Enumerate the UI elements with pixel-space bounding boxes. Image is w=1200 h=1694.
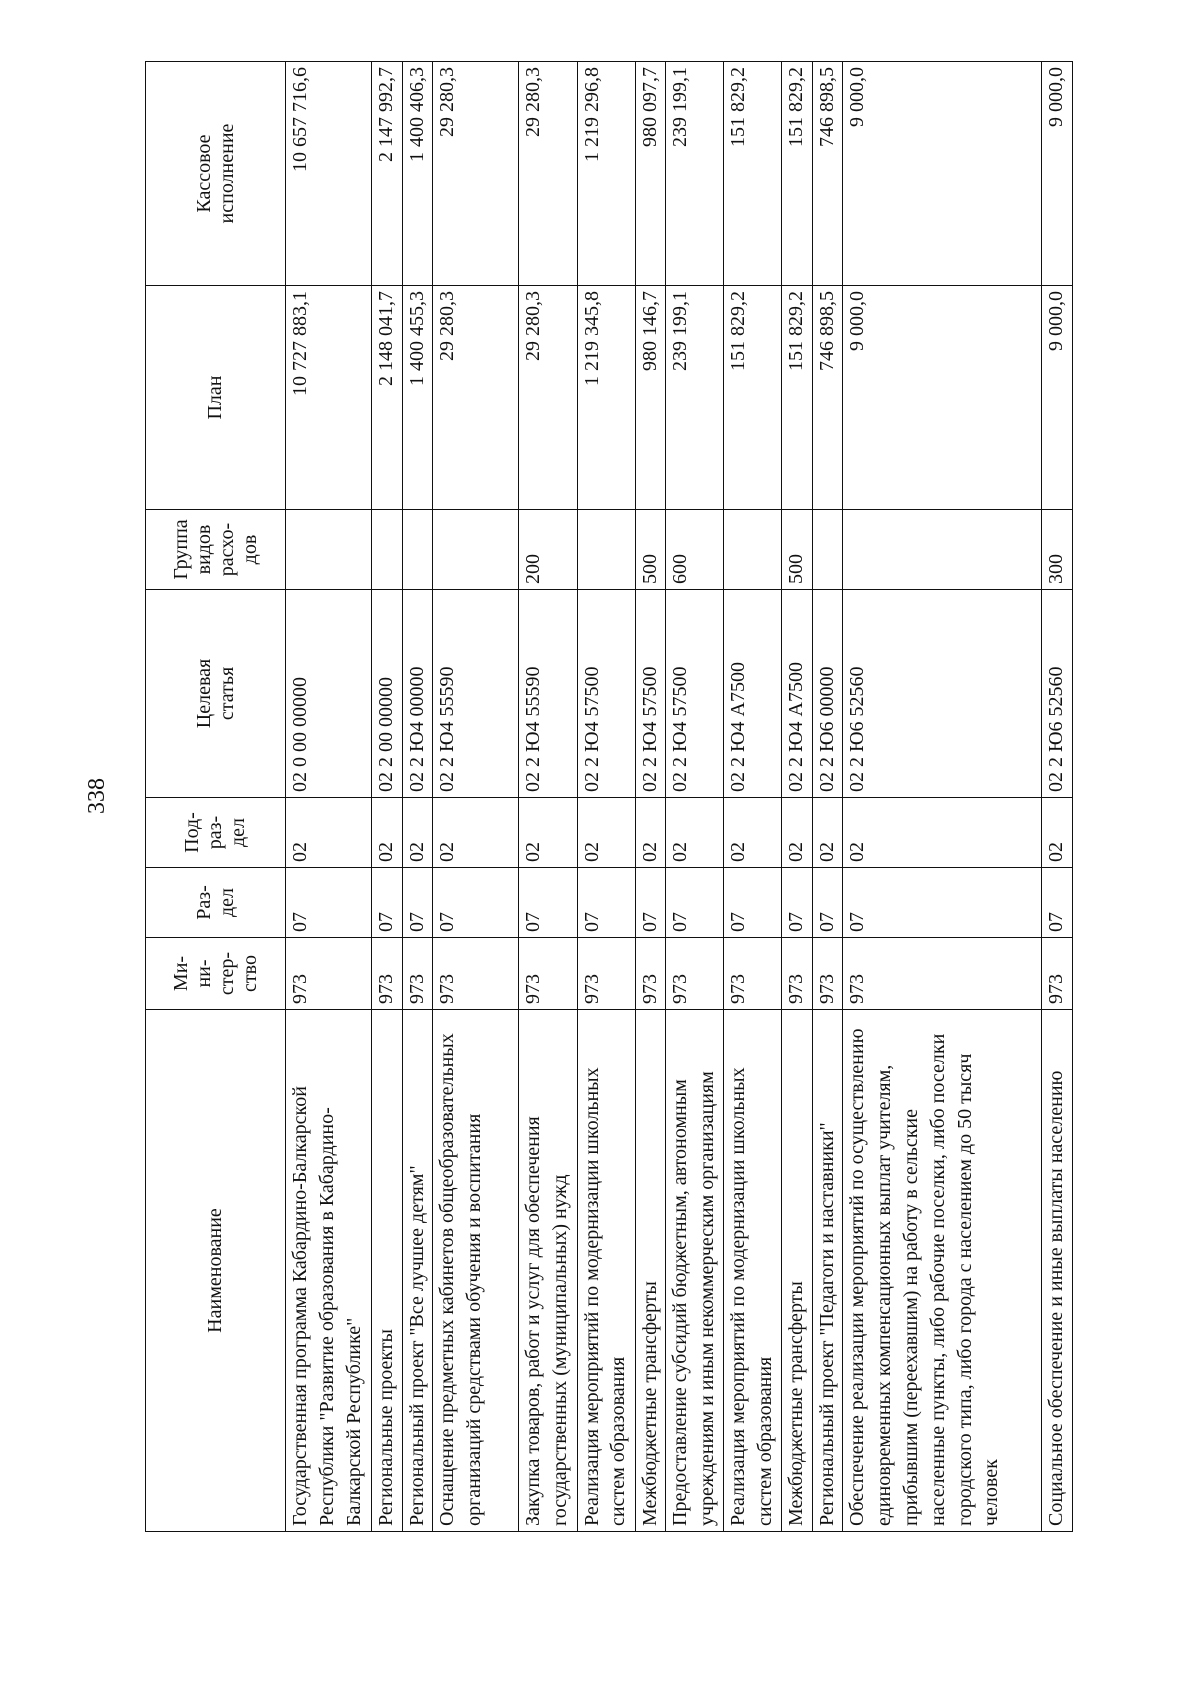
row-name: Межбюджетные трансферты	[635, 1010, 666, 1532]
header-name: Наименование	[146, 1010, 286, 1532]
row-name: Региональный проект "Все лучшее детям"	[402, 1010, 433, 1532]
row-subsection: 02	[577, 798, 635, 868]
table-row	[577, 62, 635, 1532]
row-expense-group: 500	[635, 510, 666, 590]
row-section: 07	[519, 868, 577, 938]
row-subsection: 02	[433, 798, 519, 868]
row-target: 02 2 00 00000	[372, 590, 403, 798]
row-plan: 9 000,0	[843, 286, 1042, 510]
row-ministry: 973	[433, 938, 519, 1010]
row-subsection: 02	[843, 798, 1042, 868]
row-section: 07	[782, 868, 813, 938]
header-expense-group: Группа видов расхо- дов	[146, 510, 286, 590]
row-section: 07	[666, 868, 724, 938]
row-ministry: 973	[843, 938, 1042, 1010]
row-section: 07	[843, 868, 1042, 938]
row-name: Социальное обеспечение и иные выплаты населению	[1042, 1010, 1073, 1532]
row-execution: 9 000,0	[1042, 62, 1073, 286]
row-subsection: 02	[812, 798, 843, 868]
row-execution: 1 400 406,3	[402, 62, 433, 286]
row-subsection: 02	[666, 798, 724, 868]
row-plan: 29 280,3	[519, 286, 577, 510]
row-section: 07	[577, 868, 635, 938]
table-row	[519, 62, 577, 1532]
row-ministry: 973	[635, 938, 666, 1010]
table-row	[843, 62, 1042, 1532]
row-target: 02 2 Ю6 00000	[812, 590, 843, 798]
row-execution: 151 829,2	[724, 62, 782, 286]
row-ministry: 973	[666, 938, 724, 1010]
row-target: 02 2 Ю6 52560	[843, 590, 1042, 798]
row-target: 02 2 Ю4 А7500	[782, 590, 813, 798]
row-section: 07	[724, 868, 782, 938]
table-row	[1042, 62, 1073, 1532]
row-ministry: 973	[577, 938, 635, 1010]
table-row	[782, 62, 813, 1532]
row-name: Оснащение предметных кабинетов общеобразовательных организаций средствами обучения и воспитания	[433, 1010, 519, 1532]
row-subsection: 02	[724, 798, 782, 868]
row-plan: 1 219 345,8	[577, 286, 635, 510]
row-plan: 2 148 041,7	[372, 286, 403, 510]
row-expense-group: 500	[782, 510, 813, 590]
table-row	[286, 62, 372, 1532]
row-plan: 1 400 455,3	[402, 286, 433, 510]
row-plan: 746 898,5	[812, 286, 843, 510]
header-plan: План	[146, 286, 286, 510]
row-target: 02 2 Ю6 52560	[1042, 590, 1073, 798]
row-execution: 9 000,0	[843, 62, 1042, 286]
row-ministry: 973	[286, 938, 372, 1010]
row-subsection: 02	[402, 798, 433, 868]
row-execution: 239 199,1	[666, 62, 724, 286]
header-section: Раз- дел	[146, 868, 286, 938]
row-section: 07	[372, 868, 403, 938]
row-target: 02 2 Ю4 57500	[635, 590, 666, 798]
row-name: Региональные проекты	[372, 1010, 403, 1532]
row-ministry: 973	[372, 938, 403, 1010]
row-target: 02 0 00 00000	[286, 590, 372, 798]
row-expense-group	[724, 510, 782, 590]
row-plan: 980 146,7	[635, 286, 666, 510]
row-target: 02 2 Ю4 55590	[433, 590, 519, 798]
row-expense-group: 300	[1042, 510, 1073, 590]
row-execution: 29 280,3	[433, 62, 519, 286]
row-plan: 29 280,3	[433, 286, 519, 510]
row-subsection: 02	[372, 798, 403, 868]
row-execution: 980 097,7	[635, 62, 666, 286]
row-plan: 151 829,2	[724, 286, 782, 510]
row-expense-group	[812, 510, 843, 590]
row-expense-group	[372, 510, 403, 590]
table-header-row	[146, 62, 286, 1532]
row-name: Предоставление субсидий бюджетным, автономным учреждениям и иным некоммерческим организациям	[666, 1010, 724, 1532]
row-expense-group	[577, 510, 635, 590]
budget-table	[145, 61, 1073, 1532]
table-row	[812, 62, 843, 1532]
table-row	[433, 62, 519, 1532]
row-section: 07	[1042, 868, 1073, 938]
header-execution: Кассовое исполнение	[146, 62, 286, 286]
table-row	[402, 62, 433, 1532]
row-expense-group	[433, 510, 519, 590]
row-plan: 9 000,0	[1042, 286, 1073, 510]
row-expense-group	[286, 510, 372, 590]
row-name: Государственная программа Кабардино-Балкарской Республики "Развитие образования в Кабардино-Балкарской Республике"	[286, 1010, 372, 1532]
row-expense-group: 200	[519, 510, 577, 590]
row-name: Региональный проект "Педагоги и наставники"	[812, 1010, 843, 1532]
row-execution: 746 898,5	[812, 62, 843, 286]
row-ministry: 973	[519, 938, 577, 1010]
row-execution: 1 219 296,8	[577, 62, 635, 286]
row-expense-group	[402, 510, 433, 590]
row-plan: 10 727 883,1	[286, 286, 372, 510]
row-subsection: 02	[519, 798, 577, 868]
row-subsection: 02	[1042, 798, 1073, 868]
row-subsection: 02	[286, 798, 372, 868]
row-plan: 151 829,2	[782, 286, 813, 510]
row-target: 02 2 Ю4 57500	[577, 590, 635, 798]
table-row	[724, 62, 782, 1532]
row-execution: 10 657 716,6	[286, 62, 372, 286]
row-name: Закупка товаров, работ и услуг для обеспечения государственных (муниципальных) нужд	[519, 1010, 577, 1532]
header-subsection: Под- раз- дел	[146, 798, 286, 868]
row-section: 07	[433, 868, 519, 938]
row-execution: 2 147 992,7	[372, 62, 403, 286]
row-ministry: 973	[782, 938, 813, 1010]
row-expense-group: 600	[666, 510, 724, 590]
row-name: Реализация мероприятий по модернизации школьных систем образования	[577, 1010, 635, 1532]
table-row	[635, 62, 666, 1532]
row-expense-group	[843, 510, 1042, 590]
rotated-table-container	[145, 62, 1073, 1532]
row-section: 07	[402, 868, 433, 938]
row-section: 07	[286, 868, 372, 938]
row-target: 02 2 Ю4 А7500	[724, 590, 782, 798]
page-number: 338	[84, 778, 110, 814]
row-name: Обеспечение реализации мероприятий по осуществлению единовременных компенсационных выплат учителям, прибывшим (переехавшим) на работу в сельские населенные пункты, либо рабочие поселки, либо поселки городского типа, либо города с населением до 50 тысяч человек	[843, 1010, 1042, 1532]
table-row	[666, 62, 724, 1532]
row-ministry: 973	[812, 938, 843, 1010]
row-name: Межбюджетные трансферты	[782, 1010, 813, 1532]
row-execution: 151 829,2	[782, 62, 813, 286]
row-section: 07	[812, 868, 843, 938]
row-target: 02 2 Ю4 55590	[519, 590, 577, 798]
row-subsection: 02	[635, 798, 666, 868]
row-name: Реализация мероприятий по модернизации школьных систем образования	[724, 1010, 782, 1532]
row-target: 02 2 Ю4 57500	[666, 590, 724, 798]
row-plan: 239 199,1	[666, 286, 724, 510]
table-row	[372, 62, 403, 1532]
row-section: 07	[635, 868, 666, 938]
row-execution: 29 280,3	[519, 62, 577, 286]
header-target: Целевая статья	[146, 590, 286, 798]
header-ministry: Ми- ни- стер- ство	[146, 938, 286, 1010]
row-ministry: 973	[724, 938, 782, 1010]
row-target: 02 2 Ю4 00000	[402, 590, 433, 798]
row-subsection: 02	[782, 798, 813, 868]
row-ministry: 973	[1042, 938, 1073, 1010]
row-ministry: 973	[402, 938, 433, 1010]
